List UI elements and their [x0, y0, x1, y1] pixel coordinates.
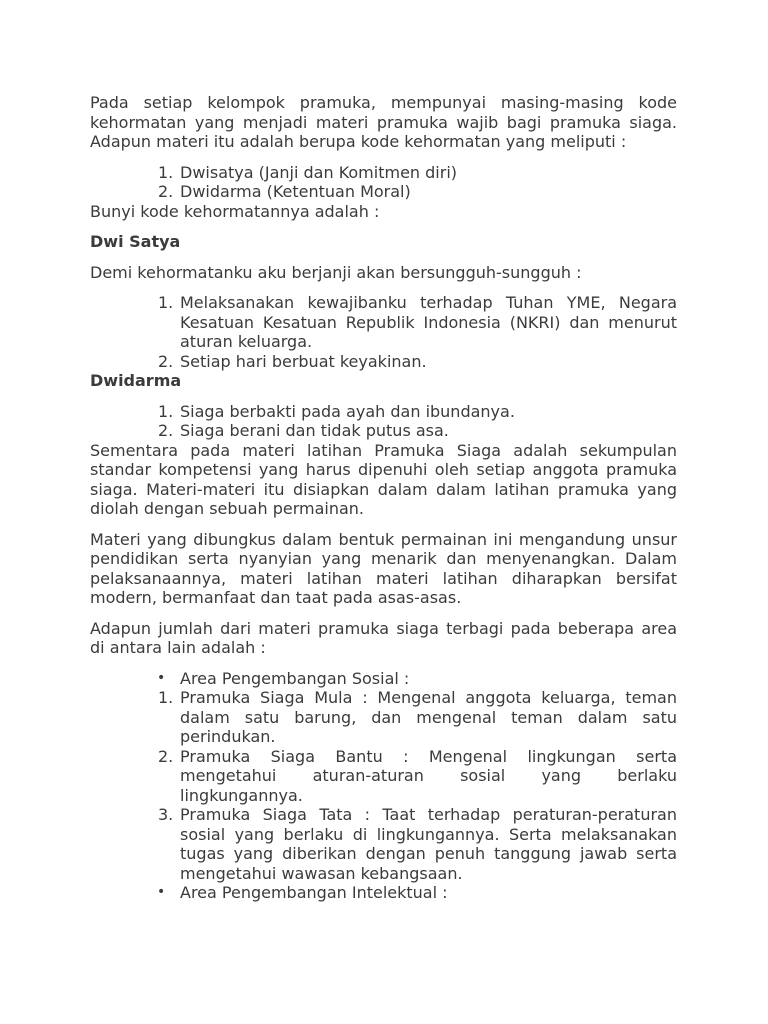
list-number: 2. — [158, 421, 174, 440]
social-area-list — [90, 688, 677, 883]
list-number: 1. — [158, 162, 174, 182]
list-item-text: Siaga berbakti pada ayah dan ibundanya. — [180, 401, 515, 421]
list-number: 2. — [158, 351, 174, 371]
bullet-item — [90, 669, 677, 689]
list-number: 2. — [158, 746, 174, 766]
list-number: 1. — [158, 401, 174, 421]
honor-code-list — [90, 163, 677, 202]
list-number: 2. — [158, 182, 174, 201]
list-item — [90, 805, 677, 883]
dwisatya-heading: Dwi Satya — [90, 232, 181, 251]
bullet-icon: • — [157, 884, 166, 900]
list-item — [90, 352, 677, 372]
list-item — [90, 163, 677, 183]
list-item-text: Setiap hari berbuat keyakinan. — [180, 351, 427, 371]
area-label-social: Area Pengembangan Sosial : — [180, 668, 410, 688]
list-item-text: Dwidarma (Ketentuan Moral) — [180, 182, 411, 201]
dwisatya-list — [90, 293, 677, 371]
list-item-text: Pramuka Siaga Tata : Taat terhadap peraturan-peraturan sosial yang berlaku di lingkungannya. Serta melaksanakan tugas yang diberikan dengan penuh tanggung jawab serta mengetahui wawasan kebangsaan. — [180, 805, 677, 883]
list-item — [90, 402, 677, 422]
list-item-text: Pramuka Siaga Bantu : Mengenal lingkungan serta mengetahui aturan-aturan sosial yang berlaku lingkungannya. — [180, 746, 677, 805]
body-paragraph-3: Adapun jumlah dari materi pramuka siaga terbagi pada beberapa area di antara lain adalah : — [90, 618, 677, 657]
list-item-text: Melaksanakan kewajibanku terhadap Tuhan YME, Negara Kesatuan Kesatuan Republik Indonesia (NKRI) dan menurut aturan keluarga. — [180, 293, 677, 351]
list-item — [90, 421, 677, 441]
list-number: 3. — [158, 805, 174, 824]
list-item-text: Dwisatya (Janji dan Komitmen diri) — [180, 162, 458, 182]
list-item — [90, 688, 677, 747]
bullet-icon: • — [157, 669, 166, 686]
intro-closing: Bunyi kode kehormatannya adalah : — [90, 201, 380, 221]
area-label-intellectual: Area Pengembangan Intelektual : — [180, 883, 448, 902]
dwidarma-list — [90, 402, 677, 441]
list-item-text: Siaga berani dan tidak putus asa. — [180, 421, 449, 440]
area-list-intellectual — [90, 883, 677, 903]
dwisatya-lead: Demi kehormatanku aku berjanji akan bersungguh-sungguh : — [90, 262, 582, 282]
document-page — [90, 93, 677, 903]
bullet-item — [90, 883, 677, 903]
list-item — [90, 182, 677, 202]
list-item — [90, 293, 677, 352]
list-number: 1. — [158, 688, 174, 707]
list-item — [90, 747, 677, 806]
dwidarma-heading: Dwidarma — [90, 371, 182, 390]
body-paragraph-2: Materi yang dibungkus dalam bentuk permainan ini mengandung unsur pendidikan serta nyanyian yang menarik dan menyenangkan. Dalam pelaksanaannya, materi latihan materi latihan diharapkan bersifat modern, bermanfaat dan taat pada asas-asas. — [90, 529, 677, 607]
intro-paragraph: Pada setiap kelompok pramuka, mempunyai masing-masing kode kehormatan yang menjadi materi pramuka wajib bagi pramuka siaga. Adapun materi itu adalah berupa kode kehormatan yang meliputi : — [90, 93, 677, 151]
body-paragraph-1: Sementara pada materi latihan Pramuka Siaga adalah sekumpulan standar kompetensi yang harus dipenuhi oleh setiap anggota pramuka siaga. Materi-materi itu disiapkan dalam dalam latihan pramuka yang diolah dengan sebuah permainan. — [90, 440, 677, 518]
list-number: 1. — [158, 293, 174, 312]
list-item-text: Pramuka Siaga Mula : Mengenal anggota keluarga, teman dalam satu barung, dan mengenal teman dalam satu perindukan. — [180, 688, 677, 746]
area-list-social — [90, 669, 677, 689]
